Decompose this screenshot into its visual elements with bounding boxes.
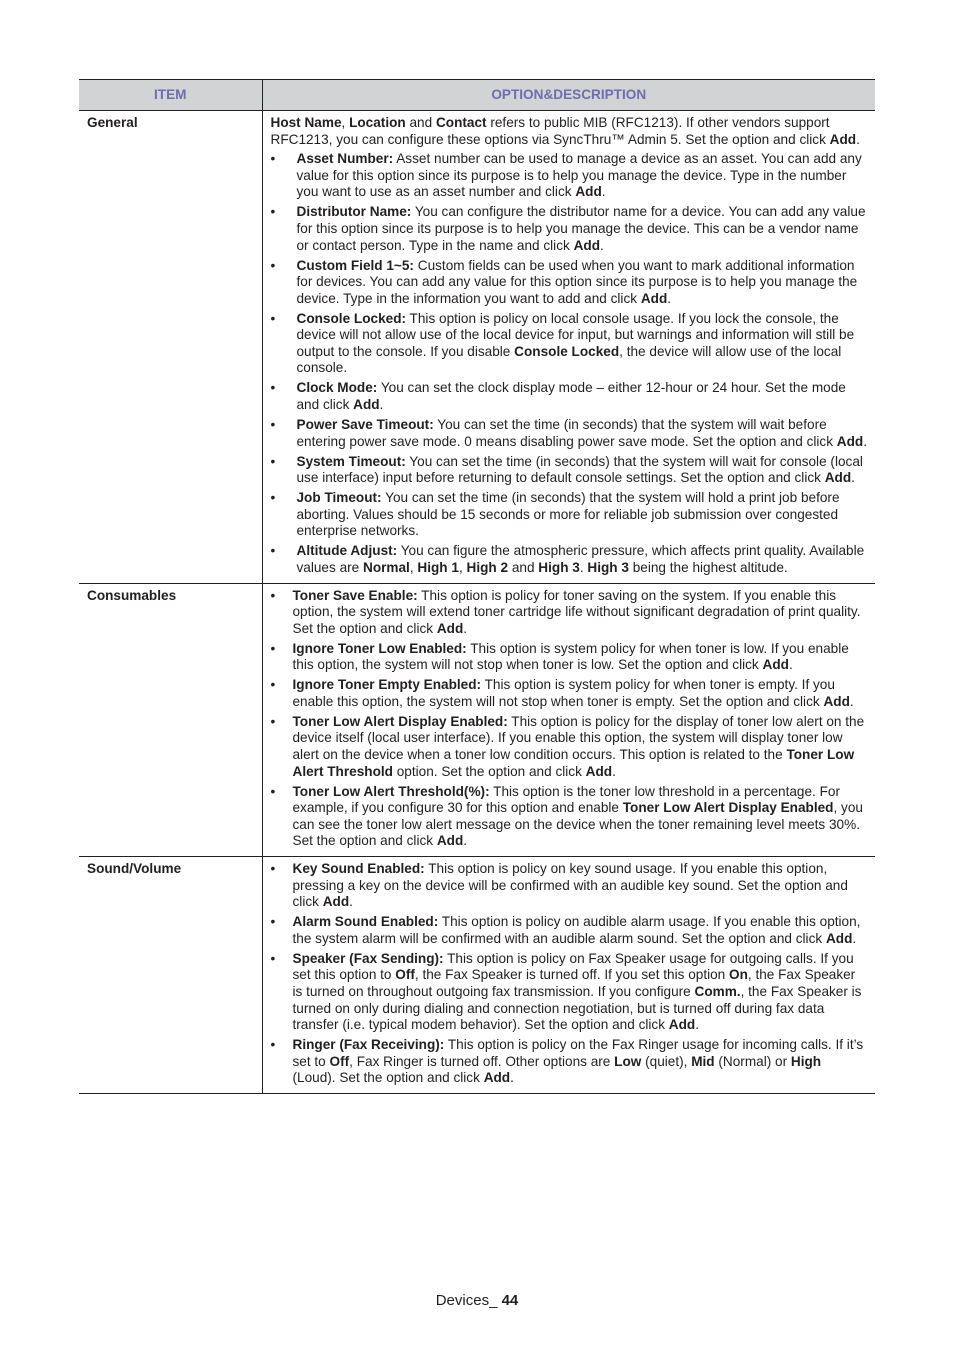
list-item: • Ignore Toner Empty Enabled: This option is system policy for when toner is empty. If you enable this option, the system will not stop when toner is empty. Set the option and click Add. [270,677,854,709]
bold-text: Add [824,470,852,486]
bullet-icon: • [270,1037,276,1053]
table-row-consumables [79,583,875,856]
table-header-row [79,80,875,111]
list-item: • System Timeout: You can set the time (in seconds) that the system will wait for console (local use interface) input before returning to default console settings. Set the option and click Add. [270,453,863,486]
bullet-icon: • [270,380,276,396]
bold-text: Custom Field 1~5: [296,257,414,273]
column-header-description: OPTION&DESCRIPTION [262,80,875,111]
list-item: • Toner Save Enable: This option is policy for toner saving on the system. If you enable this option, the system will extend toner cartridge life without significant degradation of print quality. Set the option and click Add. [270,587,861,636]
description-cell [262,857,875,1094]
item-cell: Consumables [79,583,262,856]
list-item: • Speaker (Fax Sending): This option is policy on Fax Speaker usage for outgoing calls. If you set this option to Off, the Fax Speaker is turned off. If you set this option On, the Fax Speaker is turned on throughout outgoing fax transmission. If you configure Comm., the Fax Speaker is turned on only during dialing and connection negotiation, but is turned off during fax data transfer (i.e. typical modem behavior). Set the option and click Add. [270,950,862,1033]
item-cell: Sound/Volume [79,857,262,1094]
bold-text: Add [668,1017,696,1033]
bold-text: High 3 [587,559,629,575]
bold-text: Low [614,1053,642,1069]
list-item: • Alarm Sound Enabled: This option is policy on audible alarm usage. If you enable this option, the system alarm will be confirmed with an audible alarm sound. Set the option and click Add. [270,914,861,946]
list-item: • Asset Number: Asset number can be used to manage a device as an asset. You can add any value for this option since its purpose is to help you manage the device. Type in the number you want to use as an asset number and click Add. [270,151,862,200]
bullet-icon: • [270,204,276,220]
bold-text: Add [353,397,380,413]
list-item: • Ringer (Fax Receiving): This option is policy on the Fax Ringer usage for incoming calls. If it’s set to Off, Fax Ringer is turned off. Other options are Low (quiet), Mid (Normal) or High (Loud). Set the option and click Add. [270,1037,864,1086]
column-header-item: ITEM [79,80,262,111]
bold-text: Location [349,115,406,130]
bold-text: Add [436,833,464,849]
list-item: • Clock Mode: You can set the clock display mode – either 12-hour or 24 hour. Set the mode and click Add. [270,380,846,413]
page-number: 44 [501,1292,519,1309]
bold-text: Add [436,620,464,636]
bold-text: Add [829,131,857,147]
bold-text: Off [395,967,415,983]
list-item: • Ignore Toner Low Enabled: This option is system policy for when toner is low. If you enable this option, the system will not stop when toner is low. Set the option and click Add. [270,640,849,673]
list-item: • Power Save Timeout: You can set the time (in seconds) that the system will wait before entering power save mode. 0 means disabling power save mode. Set the option and click Add. [270,417,868,449]
bold-text: Ignore Toner Empty Enabled: [292,677,482,693]
bold-text: Console Locked [514,343,620,359]
bullet-icon: • [270,151,276,167]
bold-text: Job Timeout: [296,490,382,506]
list-item: • Key Sound Enabled: This option is policy on key sound usage. If you enable this option, pressing a key on the device will be confirmed with an audible key sound. Set the option and click Add. [270,861,848,910]
bold-text: Mid [691,1053,715,1069]
bullet-icon: • [270,587,276,603]
bullet-icon: • [270,417,276,433]
bold-text: Toner Low Alert Threshold(%): [292,783,490,799]
list-item: • Console Locked: This option is policy on local console usage. If you lock the console, the device will not allow use of the local device for input, but warnings and information will still be output to the console. If you disable Console Locked, the device will allow use of the local console. [270,310,855,376]
bullet-icon: • [270,543,276,559]
bold-text: High [790,1053,822,1069]
bold-text: System Timeout: [296,453,406,469]
bold-text: Speaker (Fax Sending): [292,950,444,966]
option-list [271,151,868,576]
list-item: • Altitude Adjust: You can figure the atmospheric pressure, which affects print quality. Available values are Normal, High 1, High 2 and High 3. High 3 being the highest altitude. [270,543,865,575]
item-cell: General [79,111,262,584]
options-table [79,79,875,1094]
bold-text: Contact [435,115,487,130]
list-item: • Toner Low Alert Threshold(%): This option is the toner low threshold in a percentage. For example, if you configure 30 for this option and enable Toner Low Alert Display Enabled, you can see the toner low alert message on the device when the toner remaining level meets 30%. Set the option and click Add. [270,783,863,849]
page-footer [0,1292,954,1309]
bullet-icon: • [270,310,276,326]
list-item: • Job Timeout: You can set the time (in seconds) that the system will hold a print job before aborting. Values should be 15 seconds or more for reliable job submission over congested enterprise networks. [270,490,840,539]
bold-text: Asset Number: [296,151,394,167]
bold-text: Toner Save Enable: [292,587,418,603]
bullet-icon: • [270,861,276,877]
bold-text: Add [573,237,601,253]
bold-text: Normal [363,559,410,575]
bold-text: Ignore Toner Low Enabled: [292,640,467,656]
bold-text: On [729,967,748,983]
bold-text: Key Sound Enabled: [292,861,425,877]
bullet-icon: • [270,950,276,966]
bullet-icon: • [270,713,276,729]
description-cell [262,583,875,856]
bullet-icon: • [270,257,276,273]
bullet-icon: • [270,640,276,656]
bold-text: High 2 [466,559,509,575]
table-row-general [79,111,875,584]
bold-text: Console Locked: [296,310,407,326]
bullet-icon: • [270,677,276,693]
bullet-icon: • [270,783,276,799]
bold-text: Ringer (Fax Receiving): [292,1037,445,1053]
bullet-icon: • [270,490,276,506]
bold-text: High 3 [538,559,580,575]
footer-section-label: Devices_ [435,1292,502,1309]
option-list [271,861,868,1087]
bold-text: Power Save Timeout: [296,417,434,433]
bold-text: Comm. [694,983,741,999]
bold-text: Toner Low Alert Threshold [292,747,855,779]
bullet-icon: • [270,914,276,930]
bold-text: Add [825,930,853,946]
description-intro: Host Name, Location and Contact refers to public MIB (RFC1213). If other vendors support RFC1213, you can configure these options via SyncThru™ Admin 5. Set the option and click Add. [270,115,860,147]
option-list [271,588,868,850]
list-item: • Toner Low Alert Display Enabled: This option is policy for the display of toner low alert on the device itself (local user interface). If you enable this option, the system will display toner low alert on the device when a toner low condition occurs. This option is related to the Toner Low Alert Threshold option. Set the option and click Add. [270,713,865,779]
bold-text: High 1 [417,559,459,575]
bold-text: Host Name [270,115,342,130]
list-item: • Distributor Name: You can configure the distributor name for a device. You can add any value for this option since its purpose is to help you manage the device. This can be a vendor name or contact person. Type in the name and click Add. [270,204,866,253]
bold-text: Distributor Name: [296,204,412,220]
bold-text: Add [585,763,613,779]
bold-text: Add [836,433,864,449]
list-item: • Custom Field 1~5: Custom fields can be used when you want to mark additional information for devices. You can add any value for this option since its purpose is to help you manage the device. Type in the information you want to add and click Add. [270,257,858,306]
bold-text: Add [640,290,668,306]
description-cell [262,111,875,584]
table-row-sound-volume [79,857,875,1094]
bullet-icon: • [270,453,276,469]
bold-text: Add [575,184,602,200]
bold-text: Off [329,1053,350,1069]
bold-text: Add [322,894,350,910]
bold-text: Add [483,1070,511,1086]
bold-text: Clock Mode: [296,380,378,396]
bold-text: Add [762,657,789,673]
bold-text: Toner Low Alert Display Enabled [622,800,834,816]
bold-text: Toner Low Alert Display Enabled: [292,713,508,729]
bold-text: Alarm Sound Enabled: [292,914,439,930]
bold-text: Altitude Adjust: [296,543,398,559]
bold-text: Add [823,693,850,709]
